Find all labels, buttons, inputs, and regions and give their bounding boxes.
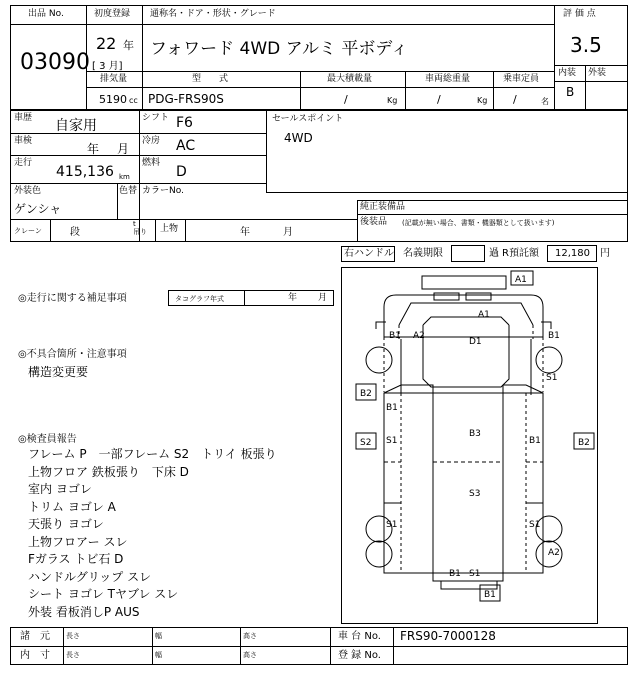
inspector-title: ◎検査員報告 (18, 434, 77, 445)
tachograph-year-unit: 年 (288, 293, 298, 303)
mark-a1-bed: A1 (478, 310, 490, 320)
tachograph-month-unit: 月 (318, 293, 328, 303)
crane-lift-unit: t 吊り (133, 220, 147, 236)
spec-label: 諸 元 (20, 631, 50, 642)
exterior-color-value: ゲンシャ (14, 202, 62, 216)
first-reg-year-unit: 年 (123, 39, 134, 52)
inspection-label: 車検 (14, 136, 33, 146)
reg-label: 登 録 No. (338, 650, 381, 661)
inspector-line: 室内 ヨゴレ (28, 482, 92, 496)
recycle-value: 12,180 (555, 248, 590, 259)
sales-point-label: セールスポイント (272, 114, 344, 124)
inspector-line: シート ヨゴレ Tヤブレ スレ (28, 587, 179, 601)
score-label: 評 価 点 (563, 9, 596, 19)
inspector-line: Fガラス トビ石 D (28, 552, 124, 566)
inspector-line: 上物フロアー スレ (28, 534, 128, 549)
lot-number: 03090 (20, 50, 90, 75)
history-label: 車歴 (14, 113, 33, 123)
mark-s1-right-top: S1 (546, 373, 558, 383)
gross-weight-unit: Kg (477, 96, 488, 105)
ac-value: AC (176, 138, 196, 154)
mileage-label: 走行 (14, 158, 33, 168)
spec-width-label: 幅 (155, 632, 162, 640)
interior-score: B (566, 85, 575, 99)
inspection-month-unit: 月 (117, 142, 130, 156)
inspector-line: 外装 看板消しP AUS (28, 604, 140, 619)
first-reg-label: 初度登録 (94, 9, 131, 19)
color-change-label: 色替 (119, 186, 138, 196)
chassis-value: FRS90-7000128 (400, 629, 496, 643)
mark-d1: D1 (469, 337, 482, 347)
color-number-label: カラーNo. (142, 186, 184, 196)
liftup-month-unit: 月 (283, 227, 293, 238)
model-code-label: 型 式 (192, 74, 229, 84)
gross-weight-value: / (437, 93, 441, 106)
mark-s1-bottom: S1 (469, 569, 481, 579)
model-grade-label: 通称名・ドア・形状・グレード (150, 9, 276, 19)
inspector-line: 天張り ヨゴレ (28, 517, 104, 531)
fuel-value: D (176, 164, 187, 180)
exterior-color-label: 外装色 (14, 186, 42, 196)
steering-text: 右ハンドル (344, 248, 394, 259)
max-load-unit: Kg (387, 96, 398, 105)
mark-s1-left-mid: S1 (386, 436, 398, 446)
max-load-label: 最大積載量 (327, 74, 373, 84)
mark-b1-left: B1 (389, 331, 401, 341)
mark-b2-right: B2 (578, 438, 590, 448)
sales-point-value: 4WD (284, 131, 313, 145)
spec-length-label: 長さ (66, 632, 80, 640)
model-grade-value: フォワード 4WD アルミ 平ボディ (150, 39, 409, 59)
first-reg-month: [ 3 月] (92, 61, 123, 72)
aftermarket-label: 後装品 (360, 217, 388, 227)
aftermarket-note: (記載が無い場合、書類・機器類として扱います) (402, 219, 555, 227)
score-value: 3.5 (570, 33, 602, 57)
vehicle-diagram (341, 267, 598, 624)
mark-b1-bottom-box: B1 (484, 590, 496, 600)
max-load-value: / (344, 93, 348, 106)
displacement-label: 排気量 (100, 74, 128, 84)
shift-label: シフト (142, 113, 170, 123)
capacity-label: 乗車定員 (503, 74, 540, 84)
spec-height-label: 高さ (243, 632, 257, 640)
mark-a1-top: A1 (515, 275, 527, 285)
cc-unit: cc (129, 96, 138, 105)
inspector-lines (28, 446, 328, 621)
interior-height-label: 高さ (243, 651, 257, 659)
mark-b1-right-mid: B1 (529, 436, 541, 446)
mark-s2-left: S2 (360, 438, 372, 448)
remarks-title: ◎走行に関する補足事項 (18, 293, 127, 304)
crane-label: クレーン (14, 227, 42, 235)
mark-a2-right: A2 (548, 548, 560, 558)
first-reg-year: 22 (96, 34, 117, 53)
history-value: 自家用 (55, 118, 97, 134)
displacement-value: 5190 (99, 93, 127, 106)
lot-label: 出品 No. (28, 9, 64, 19)
interior-width-label: 幅 (155, 651, 162, 659)
interior-dim-label: 内 寸 (20, 650, 50, 661)
transfer-label: 名義期限 (403, 248, 443, 259)
ac-label: 冷房 (142, 136, 161, 146)
mark-s3: S3 (469, 489, 481, 499)
mark-b1-bottom: B1 (449, 569, 461, 579)
mark-a2-left: A2 (413, 331, 425, 341)
liftup-year-unit: 年 (240, 227, 250, 238)
genuine-equipment-label: 純正装備品 (360, 202, 406, 212)
transfer-box (451, 245, 485, 262)
inspector-line: ハンドルグリップ スレ (28, 569, 152, 584)
mark-b3: B3 (469, 429, 481, 439)
mark-s1-right-low: S1 (529, 520, 541, 530)
mileage-unit: km (119, 173, 130, 181)
crane-stages-unit: 段 (70, 227, 80, 238)
mark-s1-left-low: S1 (386, 520, 398, 530)
recycle-label: R預託額 (502, 248, 539, 259)
gross-weight-label: 車両総重量 (425, 74, 471, 84)
defects-title: ◎不具合箇所・注意事項 (18, 349, 127, 360)
inspector-line: 上物フロア 鉄板張り 下床 D (28, 464, 189, 479)
defects-value: 構造変更要 (28, 365, 89, 379)
mileage-value: 415,136 (56, 164, 114, 180)
inspector-line: フレーム P 一部フレーム S2 トリイ 板張り (28, 447, 277, 461)
checkmark: 過 (489, 248, 499, 259)
mark-b2-left: B2 (360, 389, 372, 399)
capacity-unit: 名 (541, 97, 549, 106)
tachograph-label: タコグラフ年式 (175, 295, 224, 303)
mark-b1-right: B1 (548, 331, 560, 341)
model-code-value: PDG-FRS90S (148, 92, 224, 106)
capacity-value: / (513, 93, 517, 106)
inspector-line: トリム ヨゴレ A (28, 499, 116, 514)
exterior-score-label: 外装 (588, 68, 607, 78)
interior-score-label: 内装 (558, 68, 577, 78)
chassis-label: 車 台 No. (338, 631, 381, 642)
inspection-year-unit: 年 (87, 142, 100, 156)
shift-value: F6 (176, 115, 193, 131)
interior-length-label: 長さ (66, 651, 80, 659)
liftup-label: 上物 (160, 224, 179, 234)
yen-unit: 円 (600, 248, 610, 259)
fuel-label: 燃料 (142, 158, 161, 168)
mark-b1-left-mid: B1 (386, 403, 398, 413)
